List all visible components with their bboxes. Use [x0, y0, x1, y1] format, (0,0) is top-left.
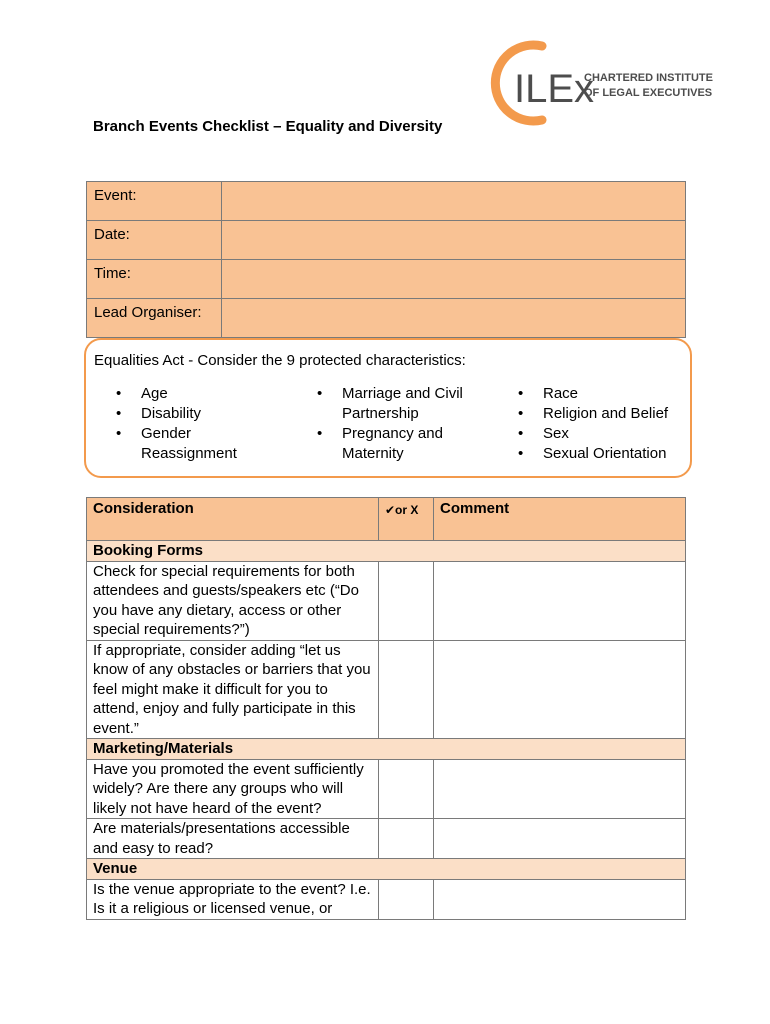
logo-line-2: OF LEGAL EXECUTIVES — [584, 87, 713, 99]
time-label: Time: — [87, 260, 222, 299]
characteristic-item: • Disability — [116, 404, 286, 424]
event-info-table — [86, 181, 686, 338]
consideration-text: Are materials/presentations accessible and easy to read? — [87, 819, 379, 859]
logo-mark: ILEx — [514, 67, 595, 111]
ilex-logo — [490, 40, 720, 126]
page-title: Branch Events Checklist – Equality and Diversity — [93, 118, 443, 135]
table-row — [87, 759, 686, 819]
comment-cell[interactable] — [434, 879, 686, 919]
table-row — [87, 879, 686, 919]
section-title: Booking Forms — [87, 541, 686, 562]
characteristic-item: • Gender Reassignment — [116, 424, 286, 464]
section-title: Venue — [87, 859, 686, 880]
comment-cell[interactable] — [434, 819, 686, 859]
characteristic-item: • Sexual Orientation — [518, 444, 688, 464]
checklist-header-row — [87, 498, 686, 541]
logo-line-1: CHARTERED INSTITUTE — [584, 72, 713, 84]
info-row-event — [87, 182, 686, 221]
section-row-marketing-materials — [87, 739, 686, 760]
info-row-time — [87, 260, 686, 299]
info-row-lead-organiser — [87, 299, 686, 338]
date-label: Date: — [87, 221, 222, 260]
characteristic-item: • Marriage and Civil Partnership — [317, 384, 487, 424]
consideration-text: Check for special requirements for both attendees and guests/speakers etc (“Do you have any dietary, access or other special requirements?”) — [87, 561, 379, 640]
section-row-booking-forms — [87, 541, 686, 562]
table-row — [87, 640, 686, 739]
time-field[interactable] — [222, 260, 686, 299]
characteristic-item: • Religion and Belief — [518, 404, 688, 424]
tick-cell[interactable] — [379, 759, 434, 819]
tick-cell[interactable] — [379, 879, 434, 919]
consideration-text: Have you promoted the event sufficiently widely? Are there any groups who will likely not have heard of the event? — [87, 759, 379, 819]
characteristic-item: • Pregnancy and Maternity — [317, 424, 487, 464]
tick-or-x-header: ✔or X — [379, 498, 434, 541]
tick-cell[interactable] — [379, 819, 434, 859]
protected-characteristics-box — [84, 338, 692, 478]
characteristic-item: • Race — [518, 384, 688, 404]
lead-organiser-field[interactable] — [222, 299, 686, 338]
table-row — [87, 819, 686, 859]
consideration-header: Consideration — [87, 498, 379, 541]
characteristics-heading: Equalities Act - Consider the 9 protected characteristics: — [94, 352, 466, 369]
date-field[interactable] — [222, 221, 686, 260]
characteristic-item: • Sex — [518, 424, 688, 444]
consideration-text: Is the venue appropriate to the event? I.e. Is it a religious or licensed venue, or — [87, 879, 379, 919]
comment-header: Comment — [434, 498, 686, 541]
section-row-venue — [87, 859, 686, 880]
characteristics-column-1 — [116, 384, 286, 464]
characteristic-item: • Age — [116, 384, 286, 404]
characteristics-column-2 — [317, 384, 487, 464]
characteristics-column-3 — [518, 384, 688, 464]
comment-cell[interactable] — [434, 561, 686, 640]
event-label: Event: — [87, 182, 222, 221]
consideration-text: If appropriate, consider adding “let us know of any obstacles or barriers that you feel might make it difficult for you to attend, enjoy and fully participate in this event.” — [87, 640, 379, 739]
event-field[interactable] — [222, 182, 686, 221]
comment-cell[interactable] — [434, 640, 686, 739]
checklist-table — [86, 497, 686, 920]
tick-cell[interactable] — [379, 561, 434, 640]
tick-cell[interactable] — [379, 640, 434, 739]
section-title: Marketing/Materials — [87, 739, 686, 760]
info-row-date — [87, 221, 686, 260]
lead-organiser-label: Lead Organiser: — [87, 299, 222, 338]
comment-cell[interactable] — [434, 759, 686, 819]
table-row — [87, 561, 686, 640]
